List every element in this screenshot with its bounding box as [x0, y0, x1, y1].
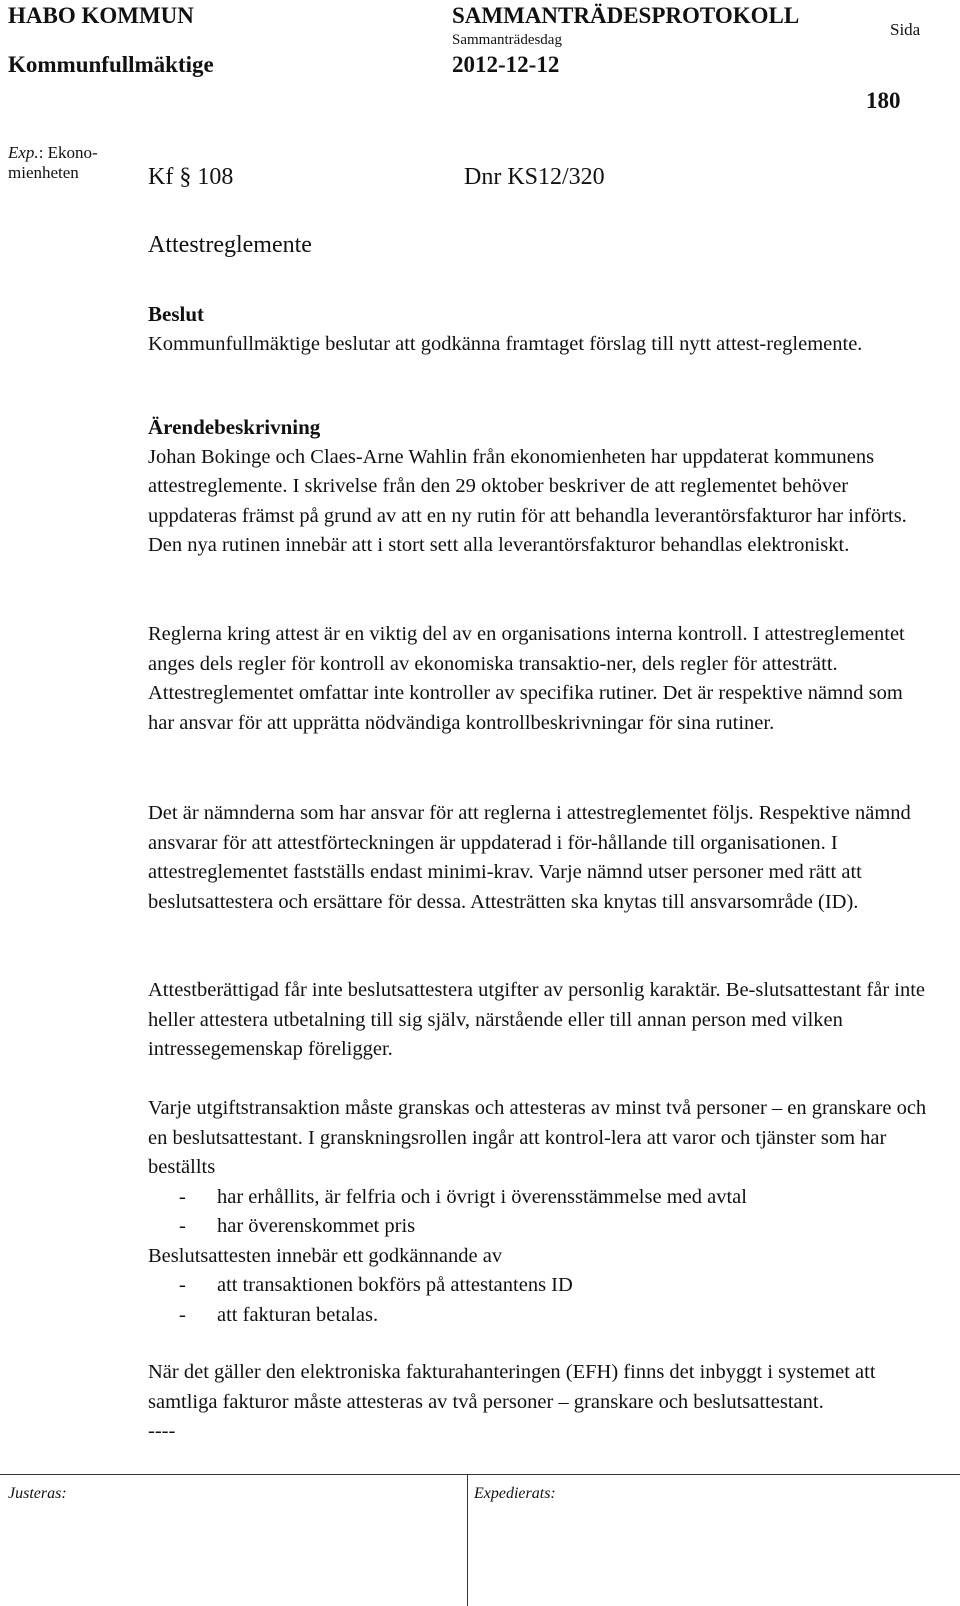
paragraph-text: Beslutsattesten innebär ett godkännande av [148, 1244, 503, 1267]
footer-divider-line [0, 1474, 960, 1475]
list-item-text: att fakturan betalas. [217, 1303, 379, 1326]
decision-text: Kommunfullmäktige beslutar att godkänna framtaget förslag till nytt attest-reglemente. [148, 332, 863, 355]
list-item [148, 1212, 928, 1242]
case-subject: Attestreglemente [148, 232, 312, 258]
decision-heading: Beslut [148, 302, 205, 326]
list-item [148, 1183, 928, 1213]
list-dash: - [179, 1185, 186, 1208]
background-paragraph-4 [148, 976, 928, 1065]
paragraph-text: Det är nämnderna som har ansvar för att reglerna i attestreglementet följs. Respektive nämnd ansvarar för att attestförteckningen är uppdaterad i för-hållande till organisationen. I attestreglementet fastställs endast minimi-krav. Varje nämnd utser personer med rätt att beslutsattestera och ersättare för dessa. Attesträtten ska knytas till ansvarsområde (ID). [148, 802, 911, 913]
page-label: Sida [890, 20, 921, 39]
department-name: Kommunfullmäktige [8, 52, 214, 77]
expedition-note [8, 143, 128, 183]
paragraph-text: Reglerna kring attest är en viktig del av en organisations interna kontroll. I attestreglementet anges dels regler för kontroll av ekonomiska transaktio-ner, dels regler för attesträtt. Attestreglementet omfattar inte kontroller av specifika rutiner. Det är respektive nämnd som har ansvar för att upprätta nödvändiga kontrollbeskrivningar för sina rutiner. [148, 623, 905, 734]
footer-column-divider [467, 1474, 468, 1606]
background-paragraph-1: Johan Bokinge och Claes-Arne Wahlin från ekonomienheten har uppdaterat kommunens attestreglemente. I skrivelse från den 29 oktober beskriver de att reglementet behöver uppdateras främst på grund av att en ny rutin för att behandla leverantörsfakturor har införts. Den nya rutinen innebär att i stort sett alla leverantörsfakturor behandlas elektroniskt. [148, 445, 907, 556]
background-paragraph-5 [148, 1094, 928, 1330]
paragraph-text: Varje utgiftstransaktion måste granskas och attesteras av minst två personer – en granskare och en beslutsattestant. I granskningsrollen ingår att kontrol-lera att varor och tjänster som har beställts [148, 1097, 927, 1178]
end-mark: ---- [148, 1420, 176, 1442]
org-name: HABO KOMMUN [8, 3, 194, 28]
meeting-date: 2012-12-12 [452, 52, 560, 77]
list-dash: - [179, 1215, 186, 1237]
background-paragraph-2 [148, 620, 928, 738]
document-type: SAMMANTRÄDESPROTOKOLL [452, 3, 800, 28]
decision-section [148, 300, 928, 359]
list-item-text: har överenskommet pris [217, 1215, 416, 1237]
case-paragraph: Kf § 108 [148, 164, 234, 190]
footer-justeras-label: Justeras: [8, 1485, 67, 1502]
page-number: 180 [866, 88, 901, 113]
background-paragraph-6 [148, 1358, 928, 1447]
expedition-note-text: : Ekono-mienheten [8, 143, 98, 182]
list-item-text: har erhållits, är felfria och i övrigt i överensstämmelse med avtal [217, 1185, 747, 1208]
list-dash: - [179, 1303, 186, 1326]
case-dnr: Dnr KS12/320 [464, 164, 605, 190]
background-section [148, 413, 928, 561]
expedition-note-prefix: Exp. [8, 143, 39, 162]
list-item [148, 1271, 928, 1301]
list-dash: - [179, 1274, 186, 1296]
paragraph-text: Attestberättigad får inte beslutsattestera utgifter av personlig karaktär. Be-slutsattestant får inte heller attestera utbetalning till sig själv, närstående eller till annan person med vilken intressegemenskap föreligger. [148, 979, 926, 1060]
background-paragraph-3 [148, 799, 928, 917]
background-heading: Ärendebeskrivning [148, 415, 321, 439]
footer-expedierats-label: Expedierats: [474, 1485, 556, 1502]
list-item [148, 1301, 928, 1331]
list-item-text: att transaktionen bokförs på attestantens ID [217, 1274, 573, 1296]
meeting-date-label: Sammanträdesdag [452, 32, 562, 48]
paragraph-text: När det gäller den elektroniska fakturahanteringen (EFH) finns det inbyggt i systemet att samtliga fakturor måste attesteras av två personer – granskare och beslutsattestant. [148, 1361, 876, 1413]
